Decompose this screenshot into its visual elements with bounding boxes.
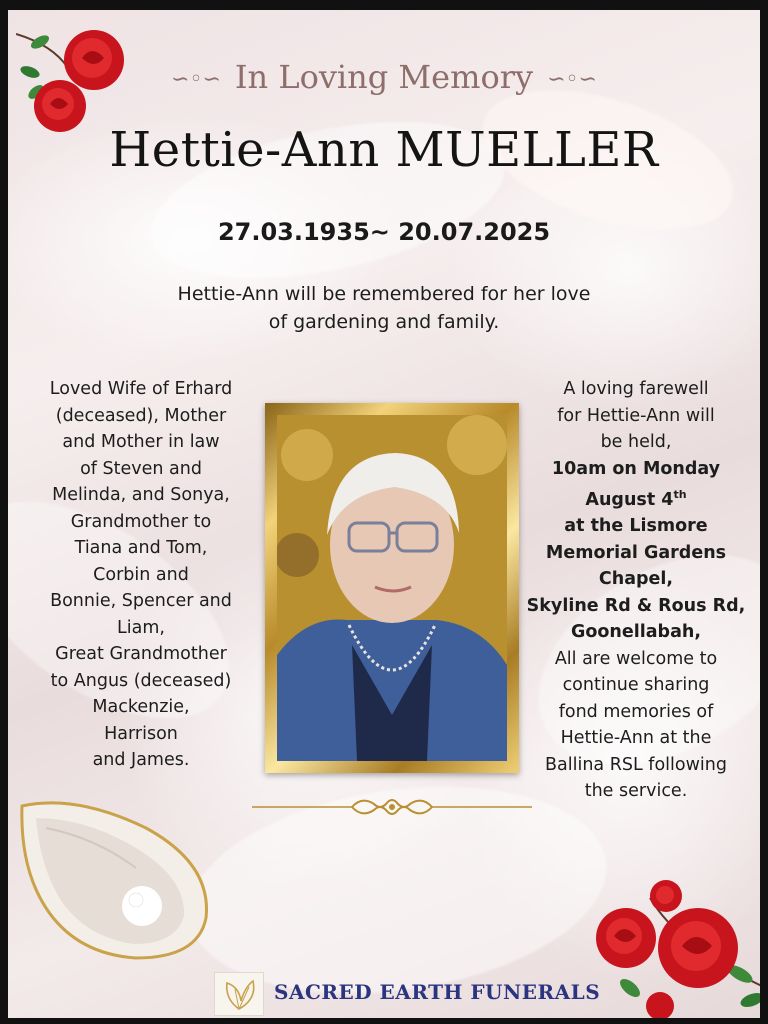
family-line: Mackenzie, — [92, 697, 190, 717]
service-line: All are welcome to — [554, 648, 718, 669]
scroll-ornament-icon: ∽◦∽ — [171, 67, 221, 92]
tagline-line: of gardening and family. — [268, 311, 500, 333]
service-venue: at the Lismore — [564, 516, 708, 537]
family-line: and James. — [92, 750, 190, 770]
family-line: Loved Wife of Erhard — [49, 379, 233, 399]
family-line: and Mother in law — [62, 432, 220, 452]
family-line: of Steven and — [80, 458, 202, 479]
tagline-line: Hettie-Ann will be remembered for her love — [177, 283, 591, 305]
service-line: Hettie-Ann at the — [560, 728, 712, 749]
portrait-illustration — [277, 415, 507, 761]
service-venue: Memorial Gardens — [545, 542, 727, 563]
service-line: fond memories of — [558, 701, 714, 722]
portrait-photo — [277, 415, 507, 761]
service-details — [518, 376, 754, 805]
family-line: Corbin and — [93, 564, 189, 585]
deceased-name: Hettie-Ann MUELLER — [109, 122, 659, 178]
life-dates: 27.03.1935~ 20.07.2025 — [217, 218, 551, 246]
scroll-ornament-icon: ∽◦∽ — [547, 67, 597, 92]
oyster-pearl-icon — [16, 798, 216, 964]
leaf-logo-icon — [214, 972, 264, 1016]
memorial-heading — [8, 58, 760, 96]
service-date-month: August 4 — [585, 489, 674, 510]
service-address: Goonellabah, — [571, 622, 701, 643]
tagline — [148, 280, 620, 336]
service-date — [518, 482, 754, 513]
family-line: (deceased), Mother — [55, 405, 227, 426]
family-line: Bonnie, Spencer and — [50, 591, 232, 611]
service-line: the service. — [584, 781, 688, 802]
family-line: Great Grandmother — [55, 644, 227, 664]
service-line: for Hettie-Ann will — [557, 405, 715, 426]
service-line: Ballina RSL following — [545, 754, 727, 775]
portrait-frame — [265, 403, 519, 773]
service-address: Skyline Rd & Rous Rd, — [526, 595, 746, 616]
service-line: A loving farewell — [563, 379, 709, 399]
service-time: 10am on Monday — [551, 458, 721, 479]
service-date-suffix: th — [673, 488, 687, 501]
scroll-ornament-icon — [252, 792, 532, 822]
family-line: Tiana and Tom, — [74, 538, 208, 558]
service-line: be held, — [600, 432, 672, 452]
family-line: Grandmother to — [70, 511, 212, 532]
heading-text: In Loving Memory — [234, 58, 534, 96]
service-line: continue sharing — [562, 675, 710, 696]
family-tribute — [28, 376, 254, 774]
service-venue: Chapel, — [598, 569, 674, 590]
funeral-home-branding — [214, 972, 634, 1014]
family-line: Liam, — [117, 617, 165, 638]
funeral-home-name: SACRED EARTH FUNERALS — [274, 980, 601, 1004]
family-line: to Angus (deceased) — [50, 670, 232, 691]
family-line: Harrison — [104, 723, 178, 744]
family-line: Melinda, and Sonya, — [52, 485, 230, 505]
